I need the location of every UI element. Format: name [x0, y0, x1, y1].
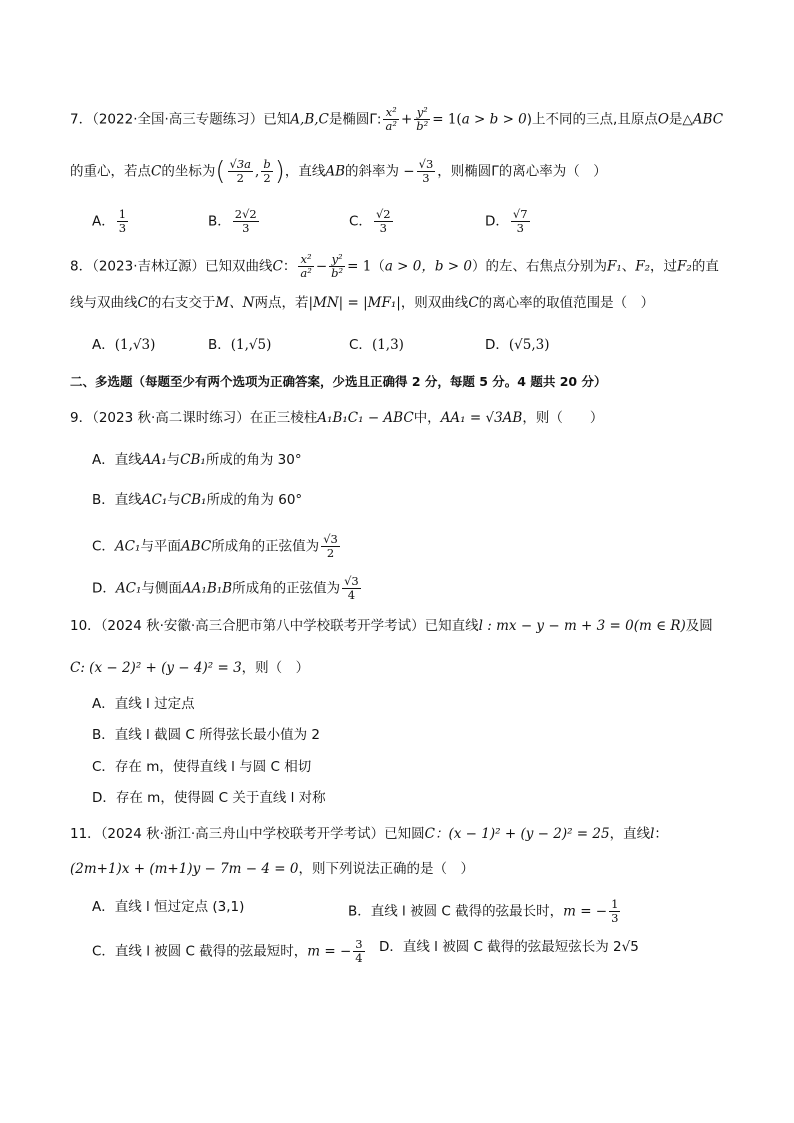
q9-option-b[interactable]: B．直线AC₁与CB₁所成的角为 60° [92, 492, 303, 508]
q8-option-d[interactable]: D．(√5,3) [485, 337, 550, 353]
q8-c: C [272, 258, 283, 275]
q9-source: （2023 秋·高二课时练习） [92, 410, 250, 426]
q8-number: 8． [70, 258, 93, 275]
q11-line2-tail: ，则下列说法正确的是（ ） [298, 861, 474, 877]
q8-f2: F₂ [635, 258, 651, 275]
q8-line2-a: 线与双曲线 [70, 295, 138, 311]
q7-text1: 已知 [263, 111, 291, 128]
q8-text3: ）的左、右焦点分别为 [471, 258, 607, 275]
q11-text3: ： [654, 826, 668, 842]
q8-option-a[interactable]: A．(1,√3) [92, 337, 156, 353]
q7-line2-a: 的重心，若点 [70, 163, 151, 180]
q8-line1: 8．（2023·吉林辽源）已知双曲线C： $\frac{\text{x²}}{\text{a²}}$ − $\frac{\text{y²}}{\text{b²}}$ = 1（a > 0，b > 0）的左、右焦点分别为F₁、F₂，过F₂的直 [70, 252, 719, 280]
q10-line2-tail: ，则（ ） [241, 660, 310, 676]
q8-source: （2023·吉林辽源） [92, 258, 205, 275]
q9-text2: 中， [413, 410, 441, 426]
q10-line-eq: l : mx − y − m + 3 = 0 [478, 618, 634, 634]
q8-text5: 的直 [691, 258, 719, 275]
q11-source: （2024 秋·浙江·高三舟山中学校联考开学考试） [100, 826, 385, 842]
q8-option-b[interactable]: B．(1,√5) [208, 337, 272, 353]
q8-text4: ，过 [650, 258, 678, 275]
q11-text1: 已知圆 [384, 826, 425, 842]
q10-cond: (m ∈ R) [633, 618, 686, 634]
q8-abs-eq: |MN| = |MF₁| [308, 295, 401, 311]
q7-coord-x: $\frac{√3a}{2}$ [229, 157, 252, 185]
q7-coord-y: $\frac{b}{2}$ [263, 157, 271, 185]
q11-option-b[interactable]: B．直线 l 被圆 C 截得的弦最长时，m = − $\frac{1}{3}$ [348, 897, 619, 925]
q11-line1 [70, 825, 668, 843]
q7-text2: 是椭圆Γ: [328, 111, 382, 128]
section-2-heading: 二、多选题（每题至少有两个选项为正确答案，少选且正确得 2 分，每题 5 分。4 题共 20 分） [70, 374, 607, 389]
q7-option-a[interactable]: A． $\frac{1}{3}$ [92, 207, 127, 235]
q8-c-3: C [468, 295, 479, 311]
q8-line2 [70, 294, 654, 312]
q10-option-b[interactable]: B．直线 l 截圆 C 所得弦长最小值为 2 [92, 727, 320, 743]
q10-number: 10． [70, 618, 101, 634]
q7-frac-x: $\frac{\text{x²}}{\text{a²}}$ [385, 105, 397, 133]
q8-line2-b: 的右支交于 [147, 295, 216, 311]
q7-point-c: C [151, 163, 162, 180]
q10-line2 [70, 659, 309, 677]
q10-option-a[interactable]: A．直线 l 过定点 [92, 696, 195, 712]
q11-option-d[interactable]: D．直线 l 被圆 C 截得的弦最短弦长为 2√5 [379, 939, 639, 955]
q9-option-a[interactable]: A．直线AA₁与CB₁所成的角为 30° [92, 452, 302, 468]
q7-source: （2022·全国·高三专题练习） [92, 111, 264, 128]
q8-c-2: C [137, 295, 148, 311]
q10-line1 [70, 617, 713, 635]
q9-option-d[interactable]: D．AC₁与侧面AA₁B₁B所成角的正弦值为 $\frac{√3}{4}$ [92, 574, 359, 602]
q7-text3: )上不同的三点,且原点 [526, 111, 658, 128]
q8-frac-x: $\frac{\text{x²}}{\text{a²}}$ [300, 252, 312, 280]
q7-cond: a > b > 0 [461, 111, 527, 128]
q7-text4: 是 [668, 111, 683, 128]
q11-c: C [424, 826, 436, 842]
q8-text2: ： [282, 258, 297, 275]
q7-origin: O [657, 111, 669, 128]
q8-line2-d: ，则双曲线 [400, 295, 469, 311]
q10-circle-eq: : (x − 2)² + (y − 4)² = 3 [80, 660, 242, 676]
q7-option-c[interactable]: C． $\frac{√2}{3}$ [349, 207, 391, 235]
q10-option-d[interactable]: D．存在 m，使得圆 C 关于直线 l 对称 [92, 790, 326, 806]
q11-option-c[interactable]: C．直线 l 被圆 C 截得的弦最短时，m = − $\frac{3}{4}$ [92, 937, 363, 965]
q8-mn: M、N [215, 295, 255, 311]
q8-line2-c: 两点，若 [254, 295, 309, 311]
q9-text1: 在正三棱柱 [249, 410, 318, 426]
q10-circle-c: C [70, 660, 81, 676]
q8-f1: F₁ [606, 258, 622, 275]
q7-slope: $\frac{√3}{3}$ [418, 157, 434, 185]
q7-line2-e: ，则椭圆Γ的离心率为（ ） [437, 163, 607, 180]
q7-line-ab: AB [325, 163, 346, 180]
q8-text1: 已知双曲线 [205, 258, 273, 275]
q11-number: 11． [70, 826, 101, 842]
q8-eq-tail: = 1（ [347, 258, 385, 275]
q10-text2: 及圆 [685, 618, 713, 634]
q7-option-d[interactable]: D． $\frac{√7}{3}$ [485, 207, 528, 235]
q8-sep: 、 [621, 258, 636, 275]
q7-line2-d: 的斜率为 − [345, 163, 415, 180]
q11-line-eq: (2m+1)x + (m+1)y − 7m − 4 = 0 [70, 861, 299, 877]
q11-l: l [650, 826, 655, 842]
q9-option-c[interactable]: C．AC₁与平面ABC所成角的正弦值为 $\frac{√3}{2}$ [92, 532, 338, 560]
q11-circle-eq: ：(x − 1)² + (y − 2)² = 25 [435, 826, 610, 842]
q9-line1 [70, 409, 603, 427]
q9-cond: AA₁ = √3AB [440, 410, 523, 426]
q8-f2-b: F₂ [677, 258, 692, 275]
q10-source: （2024 秋·安徽·高三合肥市第八中学校联考开学考试） [100, 618, 425, 634]
q7-number: 7． [70, 111, 93, 128]
q8-frac-y: $\frac{\text{y²}}{\text{b²}}$ [331, 252, 344, 280]
q8-line2-e: 的离心率的取值范围是（ ） [478, 295, 655, 311]
q10-text1: 已知直线 [424, 618, 479, 634]
q7-line2-b: 的坐标为 [161, 163, 216, 180]
q7-triangle: △ABC [682, 111, 724, 128]
q10-option-c[interactable]: C．存在 m，使得直线 l 与圆 C 相切 [92, 759, 312, 775]
q7-line1: 7．（2022·全国·高三专题练习）已知A,B,C是椭圆Γ: $\frac{\text{x²}}{\text{a²}}$ + $\frac{\text{y²}}{\text{b²}}$ = 1(a > b > 0)上不同的三点,且原点O是△ABC [70, 105, 724, 133]
q7-frac-y: $\frac{\text{y²}}{\text{b²}}$ [416, 105, 429, 133]
q8-option-c[interactable]: C．(1,3) [349, 337, 404, 353]
q9-text3: ，则（ ） [522, 410, 604, 426]
q11-text2: ，直线 [609, 826, 651, 842]
q11-line2 [70, 860, 474, 878]
q7-line2: 的重心，若点C的坐标为( $\frac{√3a}{2}$ , $\frac{b}{2}$ )，直线AB的斜率为 − $\frac{√3}{3}$ ，则椭圆Γ的离心率为（ ） [70, 156, 607, 187]
q7-option-b[interactable]: B． $\frac{2√2}{3}$ [208, 207, 257, 235]
q7-points: A,B,C [290, 111, 329, 128]
q7-line2-c: ，直线 [284, 163, 326, 180]
q11-option-a[interactable]: A．直线 l 恒过定点 (3,1) [92, 899, 245, 915]
q9-number: 9． [70, 410, 93, 426]
q7-eq-tail: = 1( [432, 111, 462, 128]
q8-cond: a > 0，b > 0 [384, 258, 472, 275]
q9-prism: A₁B₁C₁ − ABC [317, 410, 414, 426]
